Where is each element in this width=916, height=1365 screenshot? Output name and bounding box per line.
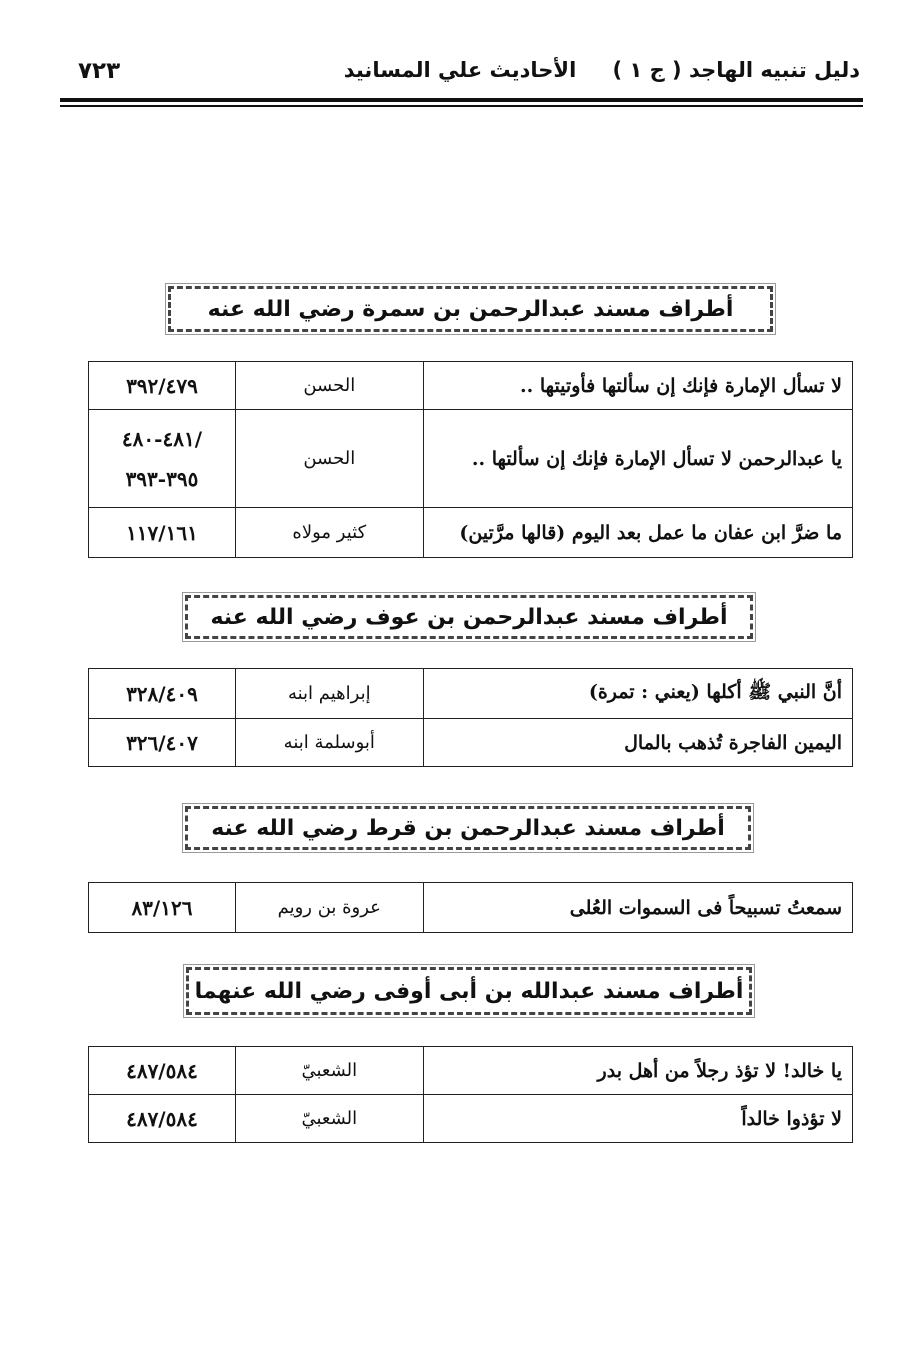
hadith-text: ما ضرَّ ابن عفان ما عمل بعد اليوم (قالها مرَّتين): [423, 508, 852, 558]
table-row: [89, 508, 853, 558]
narrator: إبراهيم ابنه: [235, 669, 423, 719]
hadith-text: يا خالد! لا تؤذ رجلاً من أهل بدر: [423, 1047, 852, 1095]
hadith-text: اليمين الفاجرة تُذهب بالمال: [423, 719, 852, 767]
reference: ٣٩٢/٤٧٩: [89, 362, 236, 410]
hadith-table-3: [88, 882, 853, 933]
narrator: الحسن: [235, 410, 423, 508]
running-section-title: الأحاديث علي المسانيد: [343, 58, 577, 82]
hadith-table-4: [88, 1046, 853, 1143]
hadith-text: لا تؤذوا خالداً: [423, 1095, 852, 1143]
reference: ٣٢٨/٤٠٩: [89, 669, 236, 719]
narrator: عروة بن رويم: [235, 883, 423, 933]
header-rule-thin: [60, 105, 863, 107]
table-row: [89, 1047, 853, 1095]
section-title-abdullah-abi-awfa: أطراف مسند عبدالله بن أبى أوفى رضي الله عنهما: [186, 967, 752, 1015]
book-title: دليل تنبيه الهاجد ( ج ١ ): [612, 58, 860, 82]
hadith-text: سمعتُ تسبيحاً فى السموات العُلى: [423, 883, 852, 933]
reference-line-1: /٤٨١-٤٨٠: [121, 426, 202, 451]
narrator: الشعبيّ: [235, 1095, 423, 1143]
section-title-abdulrahman-awf: أطراف مسند عبدالرحمن بن عوف رضي الله عنه: [185, 595, 753, 639]
reference: ٣٢٦/٤٠٧: [89, 719, 236, 767]
section-title-abdulrahman-qurt: أطراف مسند عبدالرحمن بن قرط رضي الله عنه: [185, 806, 751, 850]
reference: ٤٨٧/٥٨٤: [89, 1095, 236, 1143]
section-title-abdulrahman-samura: أطراف مسند عبدالرحمن بن سمرة رضي الله عنه: [168, 286, 773, 332]
page-header: [60, 52, 860, 92]
reference: ١١٧/١٦١: [89, 508, 236, 558]
narrator: أبوسلمة ابنه: [235, 719, 423, 767]
reference: ٤٨٧/٥٨٤: [89, 1047, 236, 1095]
page-number: ٧٢٣: [78, 58, 121, 84]
narrator: الحسن: [235, 362, 423, 410]
header-rule-thick: [60, 98, 863, 102]
table-row: [89, 410, 853, 508]
hadith-text: أنَّ النبي ﷺ أكلها (يعني : تمرة): [423, 669, 852, 719]
table-row: [89, 669, 853, 719]
reference: [89, 410, 236, 508]
narrator: كثير مولاه: [235, 508, 423, 558]
table-row: [89, 362, 853, 410]
narrator: الشعبيّ: [235, 1047, 423, 1095]
table-row: [89, 883, 853, 933]
reference-line-2: ٣٩٥-٣٩٣: [125, 466, 199, 491]
hadith-text: لا تسأل الإمارة فإنك إن سألتها فأوتيتها ..: [423, 362, 852, 410]
reference: ٨٣/١٢٦: [89, 883, 236, 933]
table-row: [89, 1095, 853, 1143]
table-row: [89, 719, 853, 767]
hadith-table-2: [88, 668, 853, 767]
hadith-table-1: [88, 361, 853, 558]
hadith-text: يا عبدالرحمن لا تسأل الإمارة فإنك إن سألتها ..: [423, 410, 852, 508]
